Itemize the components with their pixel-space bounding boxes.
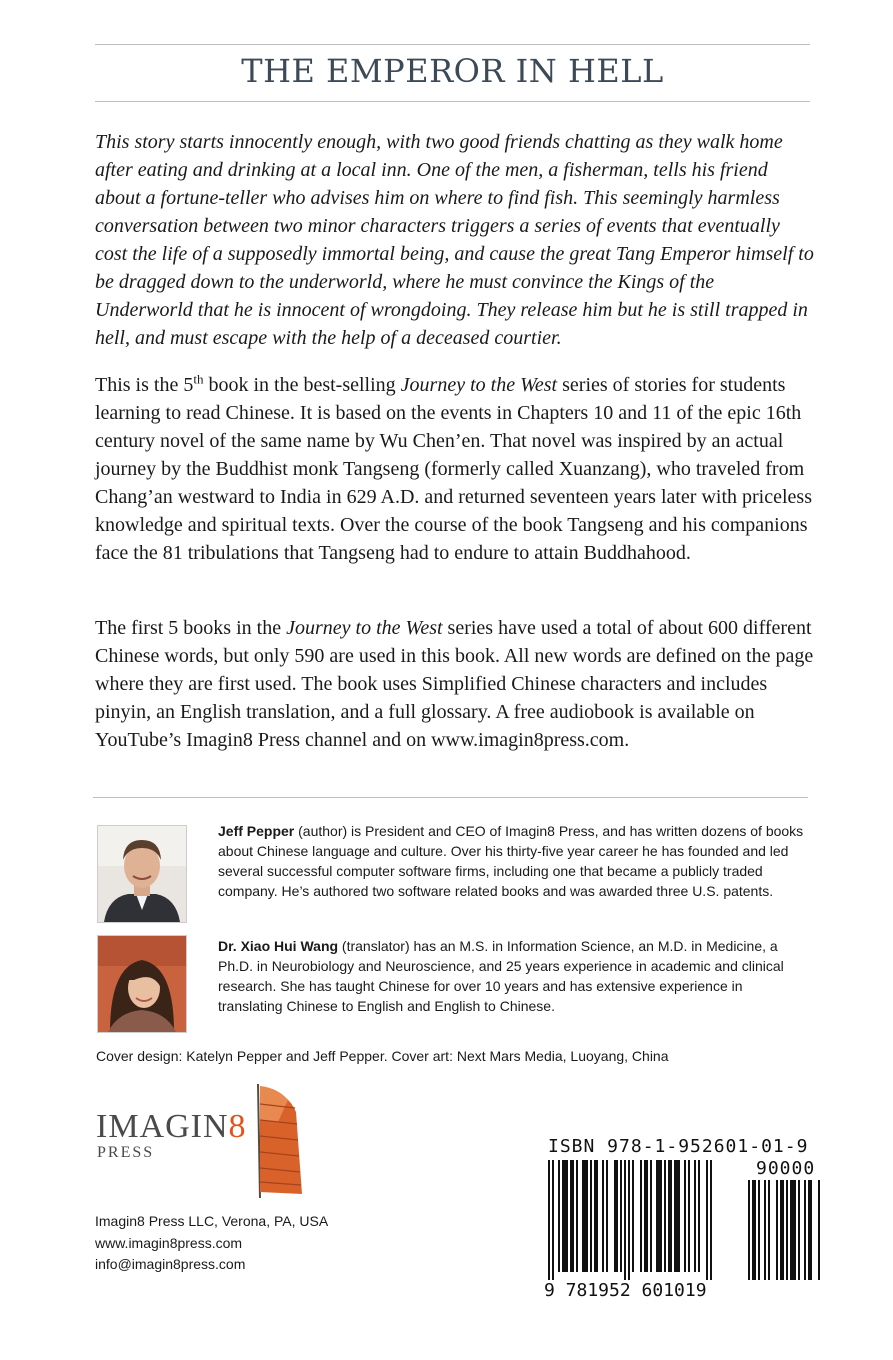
barcode-bar (552, 1160, 554, 1280)
barcode-bar (758, 1180, 760, 1280)
p3-series-title: Journey to the West (286, 617, 443, 639)
translator-bio (218, 936, 808, 1016)
barcode-bar (594, 1160, 598, 1272)
barcode-bar (664, 1160, 666, 1272)
barcode-bar (776, 1180, 778, 1280)
barcode-bar (620, 1160, 622, 1272)
barcode-bar (764, 1180, 766, 1280)
barcode-bar (590, 1160, 592, 1272)
barcode-bar (798, 1180, 800, 1280)
publisher-email-link[interactable]: info@imagin8press.com (95, 1256, 246, 1272)
barcode-bar (628, 1160, 630, 1280)
price-code: 90000 (756, 1158, 816, 1179)
barcode-bar (606, 1160, 608, 1272)
ean13-barcode (548, 1160, 738, 1282)
author-bio-text: (author) is President and CEO of Imagin8 Press, and has written dozens of books about Chinese language and culture. Over his thirty-five year career he has founded and led several successful computer software firms, including one that became a publicly traded company. He’s authored two software related books and was awarded three U.S. patents. (218, 823, 804, 899)
barcode-bar (602, 1160, 604, 1272)
barcode-bar (710, 1160, 712, 1280)
barcode-bar (684, 1160, 686, 1272)
barcode-bar (640, 1160, 642, 1272)
barcode-bar (808, 1180, 812, 1280)
barcode-bar (644, 1160, 648, 1272)
top-rule (95, 44, 810, 45)
isbn-label: ISBN 978-1-952601-01-9 (548, 1136, 809, 1157)
description-paragraph-2 (95, 371, 815, 567)
barcode-bar (548, 1160, 550, 1280)
barcode-bar (748, 1180, 750, 1280)
translator-name: Dr. Xiao Hui Wang (218, 938, 339, 954)
translator-photo (97, 935, 187, 1033)
title-underline (95, 101, 810, 102)
barcode-bar (752, 1180, 756, 1280)
addon-barcode (748, 1180, 830, 1302)
barcode-bar (624, 1160, 626, 1280)
barcode-bar (656, 1160, 662, 1272)
barcode-bar (694, 1160, 696, 1272)
barcode-bar (804, 1180, 806, 1280)
barcode-bar (668, 1160, 672, 1272)
publisher-logo-text (96, 1108, 247, 1146)
junk-sail-icon (248, 1082, 306, 1200)
p2-text-start: This is the 5 (95, 374, 194, 396)
barcode-bar (562, 1160, 568, 1272)
publisher-website-link[interactable]: www.imagin8press.com (95, 1235, 243, 1251)
barcode-bar (780, 1180, 784, 1280)
barcode-bar (818, 1180, 820, 1280)
p2-ordinal-suffix: th (193, 371, 204, 387)
description-paragraph-1: This story starts innocently enough, with two good friends chatting as they walk home after eating and drinking at a local inn. One of the men, a fisherman, tells his friend about a fortune-teller who advises him on where to find fish. This seemingly harmless conversation between two minor characters triggers a series of events that eventually cost the life of a supposedly immortal being, and cause the great Tang Emperor himself to be dragged down to the underworld, where he must convince the Kings of the Underworld that he is innocent of wrongdoing. They release him but he is still trapped in hell, and must escape with the help of a deceased courtier. (95, 131, 814, 349)
logo-accent-digit: 8 (228, 1108, 247, 1145)
barcode-bar (614, 1160, 618, 1272)
p2-text-end: series of stories for students learning to read Chinese. It is based on the events in Chapters 10 and 11 of the epic 16th century novel of the same name by Wu Chen’en. That novel was inspired by an actual journey by the Buddhist monk Tangseng (formerly called Xuanzang), who traveled from Chang’an westward to India in 629 A.D. and returned seventeen years later with priceless knowledge and spiritual texts. Over the course of the book Tangseng and his companions face the 81 tribulations that Tangseng had to endure to attain Buddhahood. (95, 374, 812, 564)
author-bio (218, 821, 808, 901)
translator-bio-text: (translator) has an M.S. in Information Science, an M.D. in Medicine, a Ph.D. in Neurobiology and Neuroscience, and 25 years experience in academic and clinical research. She has taught Chinese for over 10 years and has extensive experience in translating Chinese to English and English to Chinese. (218, 938, 784, 1014)
barcode-bar (582, 1160, 588, 1272)
publisher-logo-subtitle: PRESS (97, 1144, 155, 1161)
publisher-address: Imagin8 Press LLC, Verona, PA, USA (95, 1213, 329, 1229)
barcode-bar (790, 1180, 796, 1280)
barcode-bar (688, 1160, 690, 1272)
barcode-bar (768, 1180, 770, 1280)
cover-credits: Cover design: Katelyn Pepper and Jeff Pepper. Cover art: Next Mars Media, Luoyang, China (96, 1048, 669, 1064)
barcode-bar (706, 1160, 708, 1280)
author-name: Jeff Pepper (218, 823, 295, 839)
logo-word: IMAGIN (96, 1108, 229, 1145)
barcode-bar (576, 1160, 578, 1272)
barcode-bar (674, 1160, 680, 1272)
page-title: THE EMPEROR IN HELL (241, 52, 664, 90)
barcode-bar (632, 1160, 634, 1272)
barcode-bar (558, 1160, 560, 1272)
barcode-bar (650, 1160, 652, 1272)
barcode-digits: 9 781952 601019 (544, 1280, 707, 1301)
translator-portrait-graphic (98, 936, 186, 1032)
section-divider (93, 797, 808, 798)
barcode-bar (786, 1180, 788, 1280)
author-photo (97, 825, 187, 923)
p3-text-start: The first 5 books in the (95, 617, 287, 639)
p2-series-title: Journey to the West (400, 374, 558, 396)
p2-text-middle: book in the best-selling (203, 374, 401, 396)
p3-text-end: series have used a total of about 600 different Chinese words, but only 590 are used in this book. All new words are defined on the page where they are first used. The book uses Simplified Chinese characters and includes pinyin, an English translation, and a full glossary. A free audiobook is available on YouTube’s Imagin8 Press channel and on www.imagin8press.com. (95, 617, 814, 751)
description-paragraph-3 (95, 614, 815, 754)
barcode-bar (570, 1160, 574, 1272)
barcode-bar (698, 1160, 700, 1272)
author-portrait-graphic (98, 826, 186, 922)
